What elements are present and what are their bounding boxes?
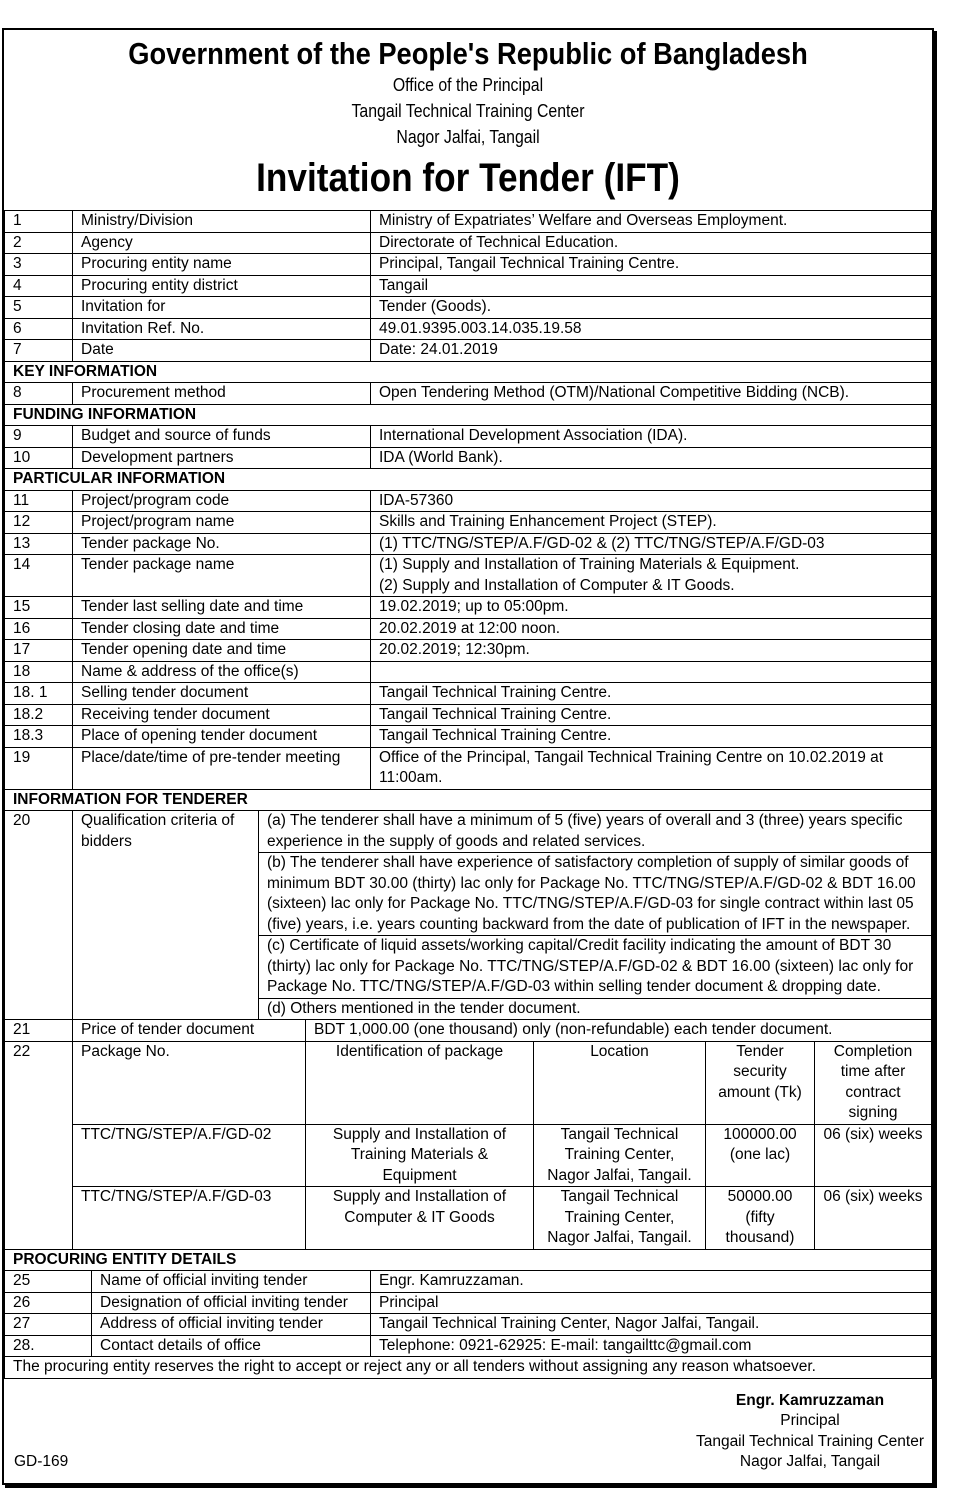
row-label: Tender opening date and time (73, 640, 371, 662)
row-label: Price of tender document (73, 1020, 306, 1041)
row-label: Procurement method (73, 383, 371, 405)
row-number: 26 (5, 1292, 92, 1314)
criteria-b: (b) The tenderer shall have experience of satisfactory completion of supply of similar goods of minimum BDT 30.00 (thirty) lac only for Package No. TTC/TNG/STEP/A.F/GD-02 & BDT 16.00 (sixteen) lac only for Package No. TTC/TNG/STEP/A.F/GD-03 for single contract within last 05 (five) years, i.e. years counting backward from the date of publication of IFT in the newspaper. (259, 853, 932, 936)
office-line: Office of the Principal (392, 75, 544, 95)
row-value: Skills and Training Enhancement Project (STEP). (371, 512, 932, 534)
page-title: Invitation for Tender (IFT) (256, 156, 680, 200)
row-label: Qualification criteria of bidders (73, 811, 259, 1020)
row-label: Agency (73, 232, 371, 254)
notice-code: GD-169 (14, 1452, 69, 1470)
address-line: Nagor Jalfai, Tangail (396, 127, 540, 147)
row-number: 18. 1 (5, 683, 73, 705)
row-number: 16 (5, 618, 73, 640)
row-label: Selling tender document (73, 683, 371, 705)
row-value: Tender (Goods). (371, 297, 932, 319)
signatory-center: Tangail Technical Training Center (695, 1432, 924, 1450)
government-title: Government of the People's Republic of Bangladesh (128, 36, 808, 71)
package-name-1: (1) Supply and Installation of Training Materials & Equipment. (379, 556, 800, 573)
row-number: 15 (5, 597, 73, 619)
row-value: Engr. Kamruzzaman. (371, 1271, 932, 1293)
center-line: Tangail Technical Training Center (351, 101, 585, 121)
row-number: 13 (5, 533, 73, 555)
row-number: 27 (5, 1314, 92, 1336)
table-row (5, 640, 932, 662)
row-number: 11 (5, 490, 73, 512)
row-number: 9 (5, 426, 73, 448)
row-value: IDA-57360 (371, 490, 932, 512)
package-security: 100000.00 (one lac) (706, 1124, 815, 1187)
row-value: (1) TTC/TNG/STEP/A.F/GD-02 & (2) TTC/TNG/STEP/A.F/GD-03 (371, 533, 932, 555)
row-value: Tangail Technical Training Centre. (371, 726, 932, 748)
table-row (5, 297, 932, 319)
row-label: Ministry/Division (73, 211, 371, 233)
row-label: Place/date/time of pre-tender meeting (73, 747, 371, 789)
package-completion: 06 (six) weeks (815, 1187, 932, 1250)
section-heading (5, 361, 932, 383)
disclaimer-text: The procuring entity reserves the right to accept or reject any or all tenders without assigning any reason whatsoever. (5, 1357, 932, 1379)
row-label: Address of official inviting tender (92, 1314, 371, 1336)
table-row (5, 811, 932, 853)
row-value: Office of the Principal, Tangail Technical Training Centre on 10.02.2019 at 11:00am. (371, 747, 932, 789)
section-heading (5, 404, 932, 426)
row-number: 18.3 (5, 726, 73, 748)
criteria-a: (a) The tenderer shall have a minimum of 5 (five) years of overall and 3 (three) years specific experience in the supply of goods and related services. (259, 811, 932, 853)
col-header-completion: Completion time after contract signing (815, 1041, 932, 1124)
signatory-name: Engr. Kamruzzaman (735, 1391, 885, 1409)
table-row (5, 1187, 932, 1250)
row-label: Invitation for (73, 297, 371, 319)
table-row (5, 512, 932, 534)
table-row (5, 1020, 932, 1041)
row-value: Principal (371, 1292, 932, 1314)
table-row (5, 533, 932, 555)
signatory-address: Nagor Jalfai, Tangail (739, 1453, 881, 1470)
package-no: TTC/TNG/STEP/A.F/GD-03 (73, 1187, 306, 1250)
row-number: 17 (5, 640, 73, 662)
table-row (5, 1335, 932, 1357)
signature-block (696, 1391, 924, 1473)
row-value: BDT 1,000.00 (one thousand) only (non-refundable) each tender document. (306, 1020, 932, 1041)
package-table (4, 1020, 932, 1250)
table-row (5, 618, 932, 640)
table-row (5, 1292, 932, 1314)
package-security: 50000.00 (fifty thousand) (706, 1187, 815, 1250)
package-completion: 06 (six) weeks (815, 1124, 932, 1187)
table-row (5, 447, 932, 469)
row-label: Place of opening tender document (73, 726, 371, 748)
col-header-security: Tender security amount (Tk) (706, 1041, 815, 1124)
col-header-location: Location (534, 1041, 706, 1124)
row-value: Tangail Technical Training Centre. (371, 683, 932, 705)
package-location: Tangail Technical Training Center, Nagor Jalfai, Tangail. (534, 1187, 706, 1250)
table-row (5, 211, 932, 233)
row-label: Tender closing date and time (73, 618, 371, 640)
row-value: Directorate of Technical Education. (371, 232, 932, 254)
section-title: KEY INFORMATION (5, 361, 932, 383)
row-number: 18.2 (5, 704, 73, 726)
package-identification: Supply and Installation of Computer & IT Goods (306, 1187, 534, 1250)
row-number: 7 (5, 340, 73, 362)
section-heading (5, 789, 932, 811)
section-title: PARTICULAR INFORMATION (5, 469, 932, 491)
disclaimer-row (5, 1357, 932, 1379)
table-row (5, 254, 932, 276)
row-number: 19 (5, 747, 73, 789)
row-label: Tender package No. (73, 533, 371, 555)
row-value: 20.02.2019; 12:30pm. (371, 640, 932, 662)
table-row (5, 426, 932, 448)
row-number: 25 (5, 1271, 92, 1293)
row-label: Procuring entity district (73, 275, 371, 297)
row-number: 3 (5, 254, 73, 276)
section-heading (5, 1250, 932, 1271)
col-header-package: Package No. (73, 1041, 306, 1124)
table-row (5, 1041, 932, 1124)
row-number: 1 (5, 211, 73, 233)
row-value: 19.02.2019; up to 05:00pm. (371, 597, 932, 619)
criteria-d: (d) Others mentioned in the tender document. (259, 998, 932, 1020)
tender-notice (2, 28, 934, 1485)
row-number: 10 (5, 447, 73, 469)
table-row (5, 704, 932, 726)
row-value (371, 661, 932, 683)
row-value: 49.01.9395.003.14.035.19.58 (371, 318, 932, 340)
row-number: 18 (5, 661, 73, 683)
table-row (5, 747, 932, 789)
col-header-identification: Identification of package (306, 1041, 534, 1124)
row-value: Telephone: 0921-62925: E-mail: tangailttc@gmail.com (371, 1335, 932, 1357)
row-label: Project/program name (73, 512, 371, 534)
table-row (5, 383, 932, 405)
qualification-table (4, 811, 932, 1020)
row-label: Invitation Ref. No. (73, 318, 371, 340)
row-label: Project/program code (73, 490, 371, 512)
row-label: Development partners (73, 447, 371, 469)
row-value: Ministry of Expatriates’ Welfare and Overseas Employment. (371, 211, 932, 233)
table-row (5, 340, 932, 362)
row-label: Procuring entity name (73, 254, 371, 276)
table-row (5, 1124, 932, 1187)
row-value: Tangail Technical Training Centre. (371, 704, 932, 726)
table-row (5, 1271, 932, 1293)
section-heading (5, 469, 932, 491)
row-label: Tender last selling date and time (73, 597, 371, 619)
row-number: 14 (5, 555, 73, 597)
row-value: Tangail (371, 275, 932, 297)
package-location: Tangail Technical Training Center, Nagor Jalfai, Tangail. (534, 1124, 706, 1187)
row-number: 2 (5, 232, 73, 254)
row-number: 20 (5, 811, 73, 1020)
procuring-table (4, 1250, 932, 1379)
criteria-c: (c) Certificate of liquid assets/working capital/Credit facility indicating the amount of BDT 30 (thirty) lac only for Package No. TTC/TNG/STEP/A.F/GD-02 & BDT 16.00 (sixteen) lac only for Package No. TTC/TNG/STEP/A.F/GD-03 within selling tender document & dropping date. (259, 936, 932, 999)
row-number: 4 (5, 275, 73, 297)
row-number: 21 (5, 1020, 73, 1041)
table-row (5, 597, 932, 619)
section-title: INFORMATION FOR TENDERER (5, 789, 932, 811)
table-row (5, 555, 932, 597)
row-value: Tangail Technical Training Center, Nagor Jalfai, Tangail. (371, 1314, 932, 1336)
row-number: 12 (5, 512, 73, 534)
row-number: 6 (5, 318, 73, 340)
row-label: Tender package name (73, 555, 371, 597)
notice-header (4, 30, 932, 210)
package-identification: Supply and Installation of Training Materials & Equipment (306, 1124, 534, 1187)
row-label: Budget and source of funds (73, 426, 371, 448)
row-value (371, 555, 932, 597)
row-number: 8 (5, 383, 73, 405)
section-title: FUNDING INFORMATION (5, 404, 932, 426)
table-row (5, 232, 932, 254)
row-value: International Development Association (IDA). (371, 426, 932, 448)
row-value: Principal, Tangail Technical Training Centre. (371, 254, 932, 276)
row-label: Date (73, 340, 371, 362)
table-row (5, 661, 932, 683)
row-value: Open Tendering Method (OTM)/National Competitive Bidding (NCB). (371, 383, 932, 405)
row-number: 28. (5, 1335, 92, 1357)
table-row (5, 318, 932, 340)
table-row (5, 275, 932, 297)
row-value: IDA (World Bank). (371, 447, 932, 469)
package-name-2: (2) Supply and Installation of Computer & IT Goods. (379, 576, 735, 594)
table-row (5, 726, 932, 748)
table-row (5, 490, 932, 512)
section-title: PROCURING ENTITY DETAILS (5, 1250, 932, 1271)
tender-table (4, 210, 932, 811)
row-number: 22 (5, 1041, 73, 1249)
row-label: Contact details of office (92, 1335, 371, 1357)
row-label: Designation of official inviting tender (92, 1292, 371, 1314)
table-row (5, 683, 932, 705)
row-label: Name & address of the office(s) (73, 661, 371, 683)
package-no: TTC/TNG/STEP/A.F/GD-02 (73, 1124, 306, 1187)
row-number: 5 (5, 297, 73, 319)
row-value: 20.02.2019 at 12:00 noon. (371, 618, 932, 640)
row-label: Receiving tender document (73, 704, 371, 726)
signature-area (4, 1379, 932, 1477)
row-value: Date: 24.01.2019 (371, 340, 932, 362)
row-label: Name of official inviting tender (92, 1271, 371, 1293)
signatory-designation: Principal (780, 1412, 840, 1429)
table-row (5, 1314, 932, 1336)
